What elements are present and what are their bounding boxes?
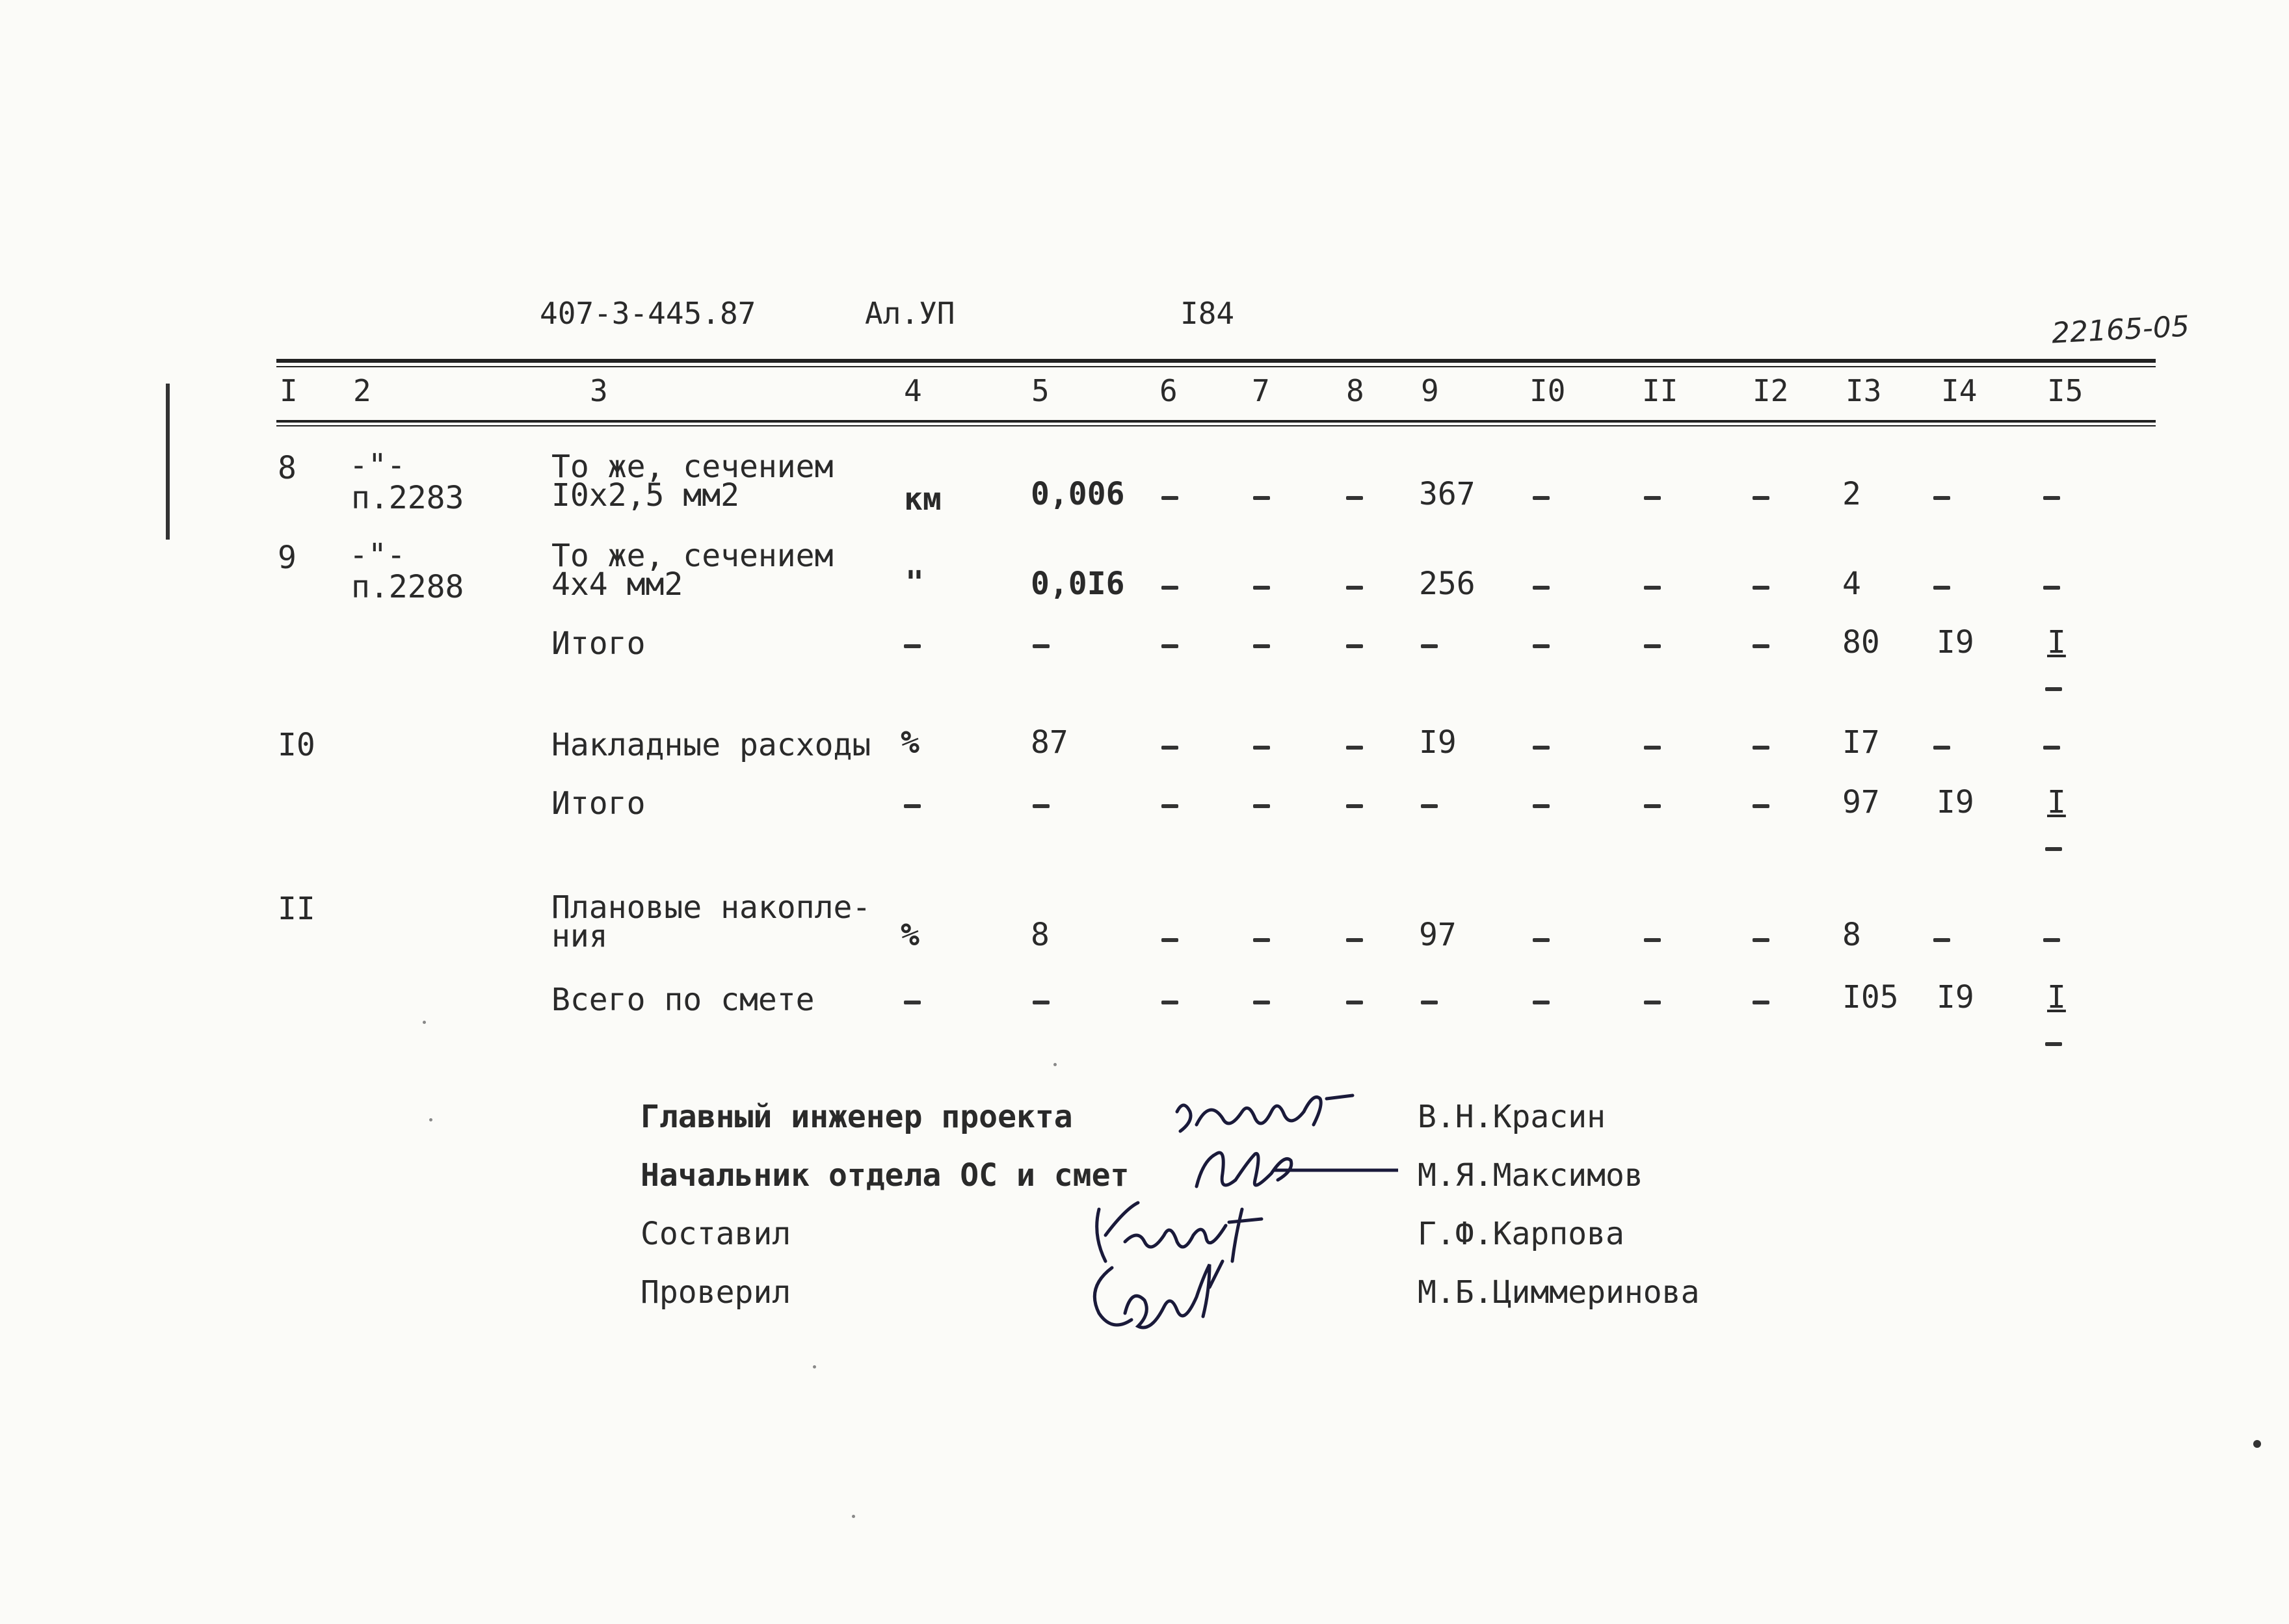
value-col13: 97 <box>1842 784 1880 820</box>
scan-speck <box>813 1365 816 1369</box>
quantity: 8 <box>1031 917 1050 953</box>
column-header: I <box>280 373 298 408</box>
signature-title: Составил <box>641 1216 791 1252</box>
column-header: I0 <box>1529 373 1566 408</box>
table-header-rule <box>276 420 2156 423</box>
scan-speck <box>429 1118 432 1121</box>
empty-dash <box>1421 804 1438 808</box>
empty-dash <box>1253 496 1270 500</box>
empty-dash <box>1644 804 1661 808</box>
empty-dash <box>1933 496 1950 500</box>
column-header: 6 <box>1159 373 1178 408</box>
unit: " <box>905 564 924 601</box>
value-col9: 367 <box>1419 476 1475 512</box>
column-header: 3 <box>590 373 608 408</box>
quantity: 0,0I6 <box>1031 566 1125 602</box>
empty-dash <box>1533 746 1550 750</box>
empty-dash <box>1346 1001 1363 1004</box>
value-col13: I05 <box>1842 979 1899 1015</box>
value-col13: 4 <box>1842 566 1861 602</box>
empty-dash <box>1161 804 1178 808</box>
value-col14: I9 <box>1937 979 1974 1015</box>
empty-dash <box>1161 496 1178 500</box>
empty-dash <box>1253 938 1270 942</box>
value-col13: I7 <box>1842 724 1880 761</box>
album-number: Ал.УП <box>865 296 955 331</box>
empty-dash <box>1161 746 1178 750</box>
empty-dash <box>1933 938 1950 942</box>
handwritten-signature <box>1079 1248 1262 1346</box>
signatory-name: В.Н.Красин <box>1418 1099 1606 1135</box>
empty-dash <box>2045 847 2062 851</box>
price-reference: п.2288 <box>351 569 464 605</box>
value-col9: 97 <box>1419 917 1457 953</box>
empty-dash <box>1346 746 1363 750</box>
empty-dash <box>1346 804 1363 808</box>
table-header-rule-thin <box>276 425 2156 426</box>
empty-dash <box>2043 496 2060 500</box>
empty-dash <box>1253 644 1270 648</box>
scan-speck <box>2253 1440 2261 1448</box>
empty-dash <box>1346 938 1363 942</box>
column-header: I2 <box>1753 373 1789 408</box>
empty-dash <box>1644 1001 1661 1004</box>
value-col15: I <box>2047 784 2066 820</box>
signature-title: Начальник отдела ОС и смет <box>641 1157 1130 1194</box>
table-top-rule <box>276 359 2156 363</box>
row-number: 9 <box>278 540 297 576</box>
empty-dash <box>1753 1001 1769 1004</box>
empty-dash <box>1253 804 1270 808</box>
value-col15: I <box>2047 624 2066 661</box>
empty-dash <box>1033 804 1050 808</box>
empty-dash <box>1346 644 1363 648</box>
signature-title: Проверил <box>641 1274 791 1311</box>
value-col13: 8 <box>1842 917 1861 953</box>
empty-dash <box>1161 644 1178 648</box>
empty-dash <box>2043 938 2060 942</box>
empty-dash <box>2043 746 2060 750</box>
column-header: 2 <box>353 373 371 408</box>
empty-dash <box>1253 1001 1270 1004</box>
signatory-name: Г.Ф.Карпова <box>1418 1216 1624 1252</box>
empty-dash <box>1533 496 1550 500</box>
column-header: 5 <box>1031 373 1050 408</box>
empty-dash <box>1161 1001 1178 1004</box>
value-col13: 2 <box>1842 476 1861 512</box>
unit: % <box>901 724 920 761</box>
value-col9: 256 <box>1419 566 1475 602</box>
item-description: То же, сечением <box>551 538 834 574</box>
page-number: I84 <box>1180 296 1235 331</box>
ditto-mark: -"- <box>349 447 406 484</box>
empty-dash <box>1253 586 1270 590</box>
empty-dash <box>1644 586 1661 590</box>
ditto-mark: -"- <box>349 537 406 573</box>
value-col9: I9 <box>1419 724 1457 761</box>
item-description-2: ния <box>551 918 608 954</box>
value-col14: I9 <box>1937 784 1974 820</box>
column-header: I3 <box>1846 373 1882 408</box>
empty-dash <box>904 804 921 808</box>
empty-dash <box>1644 644 1661 648</box>
row-number: 8 <box>278 450 297 486</box>
scan-speck <box>423 1021 426 1024</box>
subtotal-label: Итого <box>551 625 646 662</box>
row-number: II <box>278 891 315 927</box>
empty-dash <box>1533 804 1550 808</box>
empty-dash <box>1533 644 1550 648</box>
row-number: I0 <box>278 727 315 763</box>
empty-dash <box>1753 496 1769 500</box>
column-header: I4 <box>1941 373 1978 408</box>
empty-dash <box>2043 586 2060 590</box>
stamp-number: 22165-05 <box>2050 309 2191 350</box>
empty-dash <box>1533 586 1550 590</box>
empty-dash <box>2045 687 2062 691</box>
column-header: II <box>1642 373 1678 408</box>
empty-dash <box>1933 746 1950 750</box>
empty-dash <box>1033 1001 1050 1004</box>
empty-dash <box>1533 1001 1550 1004</box>
quantity: 87 <box>1031 724 1068 761</box>
empty-dash <box>1644 746 1661 750</box>
signature-title: Главный инженер проекта <box>641 1099 1073 1135</box>
quantity: 0,006 <box>1031 476 1125 512</box>
empty-dash <box>1421 644 1438 648</box>
document-code: 407-3-445.87 <box>540 296 756 331</box>
item-description: Накладные расходы <box>551 727 871 763</box>
price-reference: п.2283 <box>351 480 464 516</box>
value-col15: I <box>2047 979 2066 1015</box>
subtotal-label: Итого <box>551 785 646 822</box>
item-description-2: 4x4 мм2 <box>551 566 683 603</box>
grand-total-label: Всего по смете <box>551 982 815 1018</box>
empty-dash <box>1753 938 1769 942</box>
empty-dash <box>1753 586 1769 590</box>
empty-dash <box>1644 938 1661 942</box>
value-col14: I9 <box>1937 624 1974 661</box>
empty-dash <box>904 1001 921 1004</box>
column-header: 9 <box>1421 373 1439 408</box>
item-description-2: I0x2,5 мм2 <box>551 477 739 514</box>
empty-dash <box>1346 496 1363 500</box>
empty-dash <box>1753 746 1769 750</box>
empty-dash <box>904 644 921 648</box>
binding-mark <box>166 384 170 540</box>
column-header: 8 <box>1346 373 1364 408</box>
value-col13: 80 <box>1842 624 1880 661</box>
scan-speck <box>852 1515 855 1518</box>
signatory-name: М.Я.Максимов <box>1418 1157 1643 1194</box>
column-header: 7 <box>1252 373 1270 408</box>
empty-dash <box>1346 586 1363 590</box>
empty-dash <box>2045 1042 2062 1046</box>
column-header: 4 <box>904 373 922 408</box>
empty-dash <box>1161 938 1178 942</box>
empty-dash <box>1933 586 1950 590</box>
empty-dash <box>1644 496 1661 500</box>
table-top-rule-thin <box>276 366 2156 367</box>
unit: км <box>904 481 942 517</box>
empty-dash <box>1753 644 1769 648</box>
column-header: I5 <box>2047 373 2084 408</box>
empty-dash <box>1253 746 1270 750</box>
scan-speck <box>1053 1063 1057 1066</box>
signatory-name: М.Б.Циммеринова <box>1418 1274 1700 1311</box>
empty-dash <box>1161 586 1178 590</box>
empty-dash <box>1421 1001 1438 1004</box>
empty-dash <box>1033 644 1050 648</box>
item-description: То же, сечением <box>551 449 834 485</box>
empty-dash <box>1753 804 1769 808</box>
unit: % <box>901 917 920 953</box>
item-description: Плановые накопле- <box>551 889 871 926</box>
empty-dash <box>1533 938 1550 942</box>
